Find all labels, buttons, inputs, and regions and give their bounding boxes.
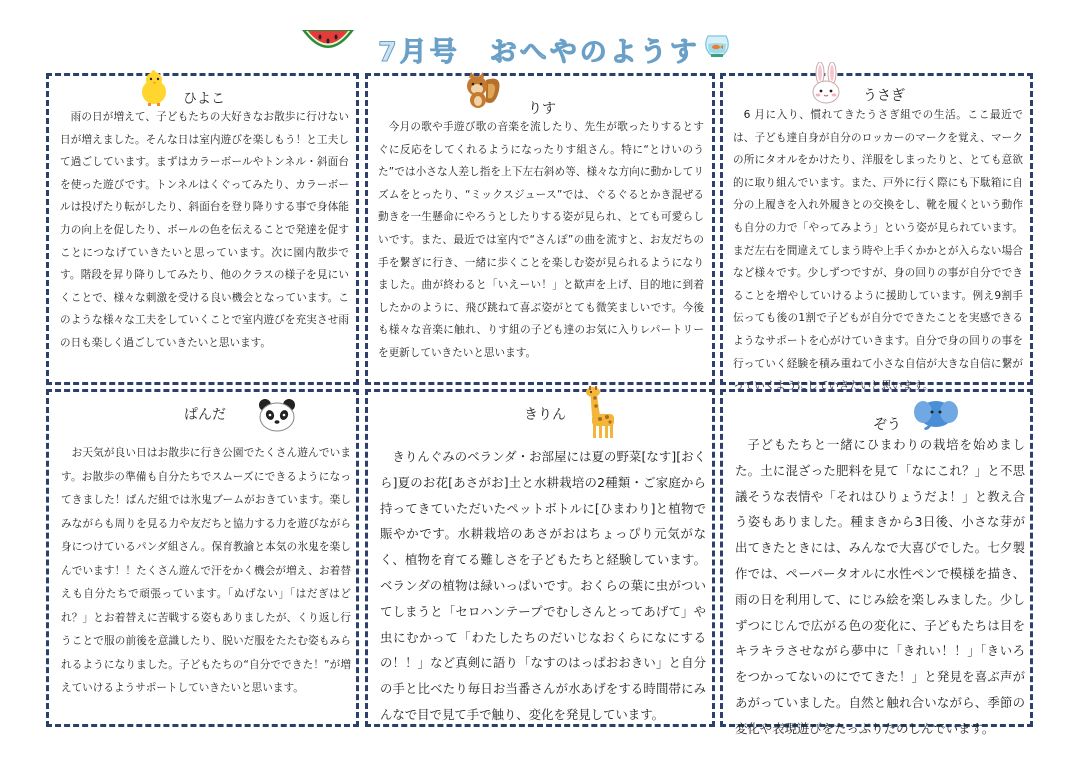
class-title-hiyoko: ひよこ: [183, 91, 225, 107]
class-text-panda: お天気が良い日はお散歩に行き公園でたくさん遊んでいます。お散歩の準備も自分たちでスムーズにできるようになってきました！ぱんだ組では氷鬼ブームがおきています。楽しみながらも周りを見る力や友だちと協力する力を遊びながら身につけているパンダ組さん。保育教諭と本気の氷鬼を楽しんでいます！！たくさん遊んで汗をかく機会が増え、お着替えも自分たちで頑張っています。「ぬげない」「はだぎはどれ？」とお着替えに苦戦する姿もありましたが、くり返し行うことで服の前後を意識したり、脱いだ服をたたむ姿もみられるようになりました。子どもたちの“自分でできた！”が増えていけるようサポートしていきたいと思います。: [61, 447, 351, 694]
class-text-risu: 今月の歌や手遊び歌の音楽を流したり、先生が歌ったりするとすぐに反応をしてくれるようになったりす組さん。特に“とけいのうた”では小さな人差し指を上下左右斜め等、様々な方向に動かしてリズムをとったり、“ミックスジュース”では、ぐるぐるとかき混ぜる動きを一生懸命にやろうとしたりする姿が見られ、とても可愛らしいです。また、最近では室内で“さんぽ”の曲を流すと、お友だちの手を繋ぎに行き、一緒に歩くことを楽しむ姿が見られるようになりました。曲が終わると「いえーい！」と歓声を上げ、目的地に到着したかのように、飛び跳ねて喜ぶ姿がとても微笑ましいです。今後も様々な音楽に触れ、りす組の子ども達のお気に入りレパートリーを更新していきたいと思います。: [378, 121, 704, 359]
class-box-kirin: [365, 389, 715, 727]
chick-icon: [137, 70, 171, 106]
class-title-kirin: きりん: [524, 407, 566, 423]
class-title-zou: ぞう: [873, 417, 901, 433]
giraffe-icon: [580, 386, 620, 440]
panda-icon: [257, 398, 297, 432]
class-box-zou: [720, 389, 1033, 736]
fishbowl-icon: [704, 30, 730, 58]
class-text-kirin: きりんぐみのベランダ・お部屋には夏の野菜[なす][おくら]夏のお花[あさがお]土と水耕栽培の2種類・ご家庭から持ってきていただいたペットボトルに[ひまわり]と植物で賑やかです。水耕栽培のあさがおはちょっぴり元気がなく、植物を育てる難しさを子どもたちと経験しています。ベランダの植物は緑いっぱいです。おくらの葉に虫がついてしまうと「セロハンテープでむしさんとってあげて」や虫にむかって「わたしたちのだいじなおくらになにするの！！」など真剣に語り「なすのはっぱおおきい」と自分の手と比べたり毎日お当番さんが水あげをする時間帯にみんなで目で見て手で触り、変化を発見しています。: [380, 449, 706, 722]
squirrel-icon: [464, 70, 502, 110]
class-text-zou: 子どもたちと一緒にひまわりの栽培を始めました。土に混ざった肥料を見て「なにこれ？」と不思議そうな表情や「それはひりょうだよ！」と教え合う姿もありました。種まきから3日後、小さな芽が出てきたときには、みんなで大喜びでした。七夕製作では、ペーパータオルに水性ペンで模様を描き、雨の日を利用して、にじみ絵を楽しみました。少しずつにじんで広がる色の変化に、子どもたちは目をキラキラさせながら夢中に「きれい！！」「きいろをつかってないのにでてきた！」と発見を喜ぶ声があがっていました。自然と触れ合いながら、季節の変化や表現遊びをたっぷりたのしんでいます。: [735, 437, 1025, 736]
page-header: [0, 18, 1080, 68]
class-box-usagi: [720, 73, 1033, 393]
class-title-panda: ぱんだ: [184, 407, 226, 423]
rabbit-icon: [809, 62, 843, 104]
class-title-usagi: うさぎ: [863, 88, 905, 104]
class-title-risu: りす: [528, 101, 556, 117]
class-box-risu: [365, 73, 715, 385]
class-text-hiyoko: 雨の日が増えて、子どもたちの大好きなお散歩に行けない日が増えました。そんな日は室内遊びを楽しもう！と工夫して過ごしています。まずはカラーボールやトンネル・斜面台を使った遊びです。トンネルはくぐってみたり、カラーボールは投げたり転がしたり、斜面台を登り降りする事で身体能力の向上を促したり、ボールの色を伝えることで発達を促すことにつなげていきたいと思っています。次に園内散歩です。階段を昇り降りしてみたり、他のクラスの様子を見にいくことで、様々な刺激を受ける良い機会となっています。このような様々な工夫をしていくことで室内遊びを充実させ雨の日も楽しく過ごしていきたいと思います。: [60, 111, 349, 349]
page-title: 7月号 おへやのようす: [378, 37, 700, 68]
watermelon-icon: [300, 26, 356, 54]
class-box-hiyoko: [46, 73, 359, 385]
class-box-panda: [46, 389, 359, 727]
elephant-icon: [909, 398, 959, 434]
class-text-usagi: 6 月に入り、慣れてきたうさぎ組での生活。ここ最近では、子ども達自身が自分のロッカーのマークを覚え、マークの所にタオルをかけたり、洋服をしまったりと、とても意欲的に取り組んでいます。また、戸外に行く際にも下駄箱に自分の上履きを入れ外履きとの交換をし、靴を履くという動作も自分の力で「やってみよう」という姿が見られています。まだ左右を間違えてしまう時や上手くかかとが入らない場合など様々です。少しずつですが、身の回りの事が自分でできることを増やしていけるように援助しています。例え9割手伝っても後の1割で子どもが自分でできたことを実感できるようなサポートを心がけていきます。自分で身の回りの事を行っていく経験を積み重ねて小さな自信が大きな自信に繋がっていくようにしていきたいと思います。: [733, 109, 1023, 393]
